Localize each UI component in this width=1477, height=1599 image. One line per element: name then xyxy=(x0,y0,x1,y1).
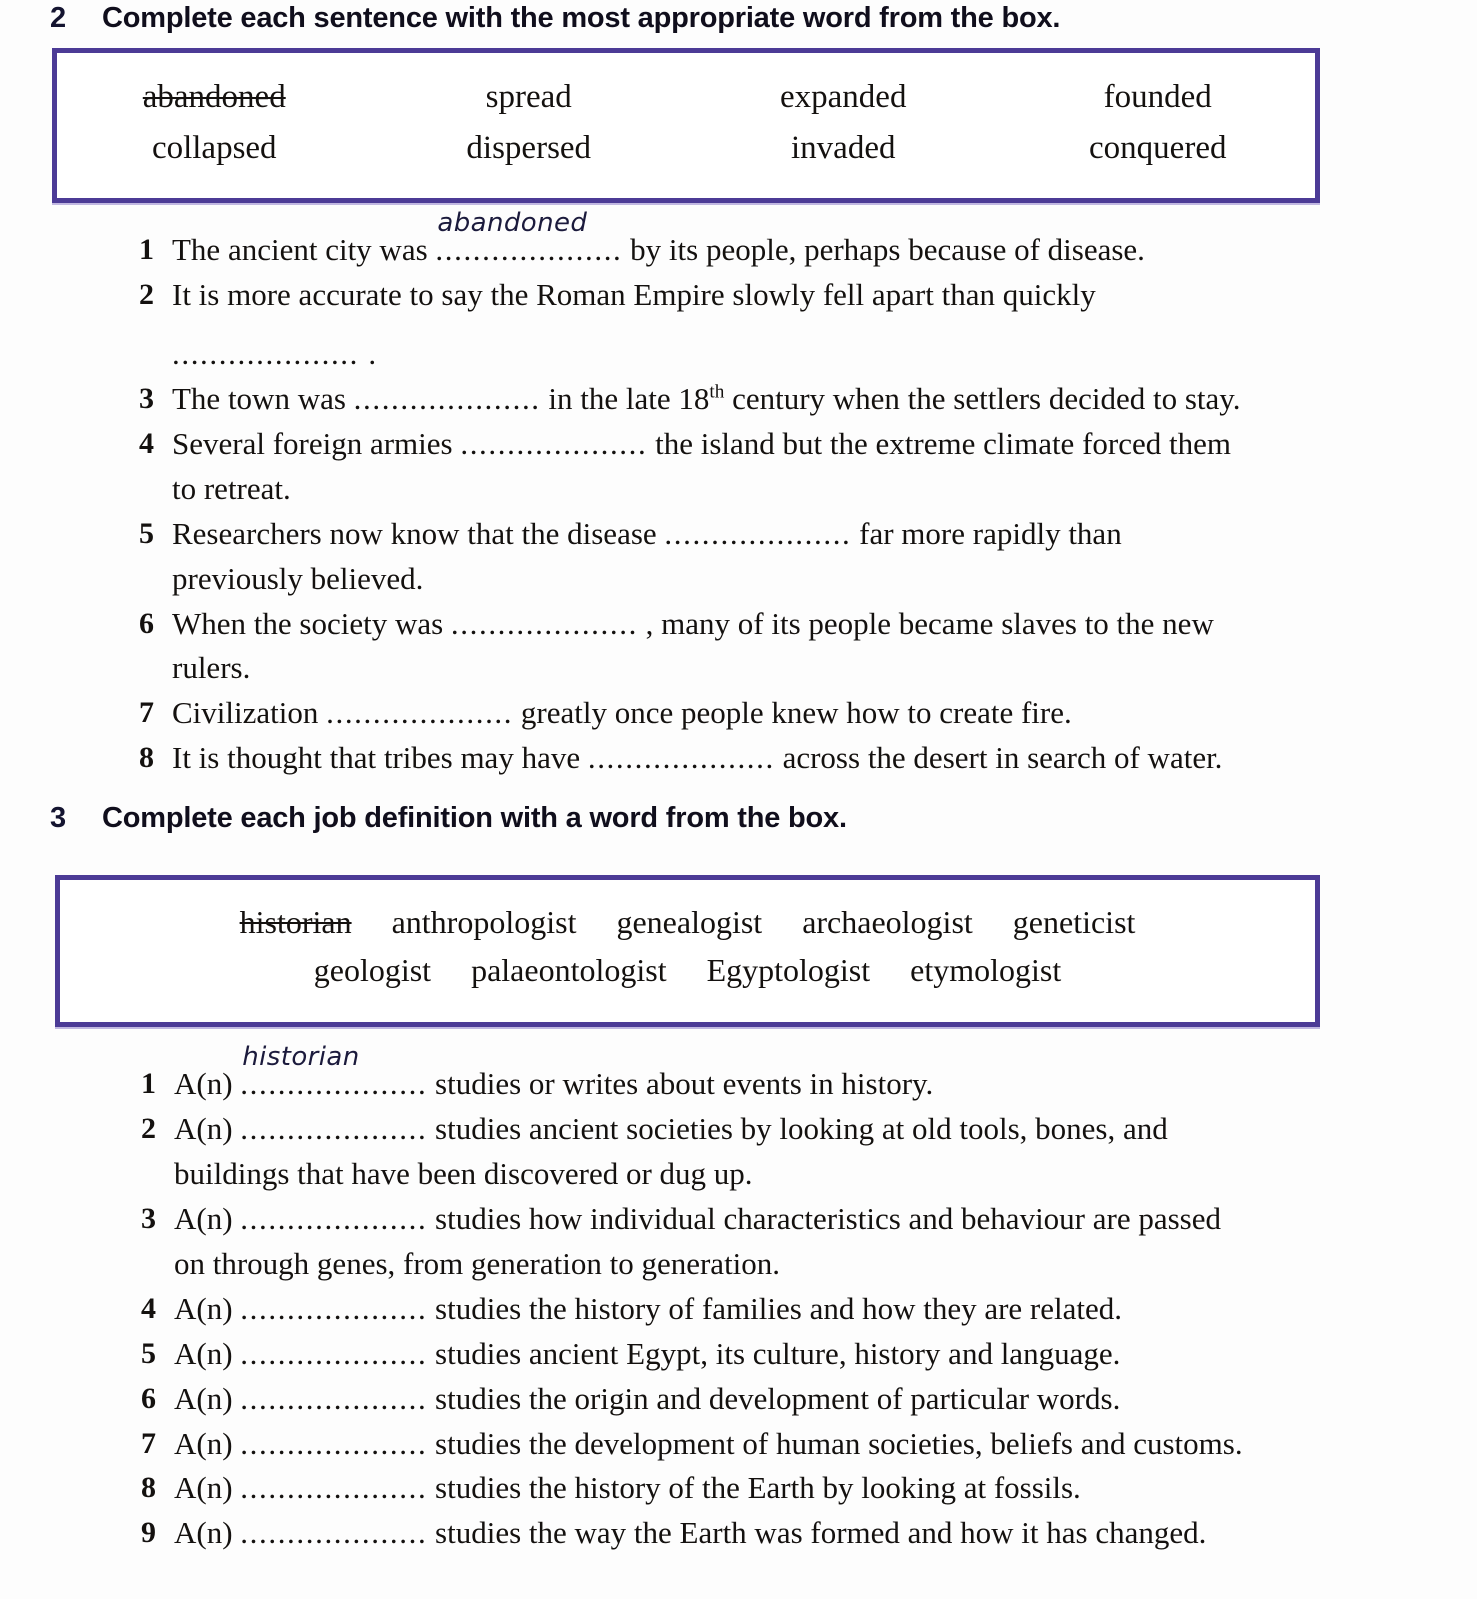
answer-blank[interactable]: .................... xyxy=(240,1425,428,1461)
question-text xyxy=(174,1511,1408,1556)
question-text xyxy=(172,736,1408,781)
question-text xyxy=(174,1466,1408,1511)
exercise-3-number: 3 xyxy=(50,802,66,834)
question-prefix: A(n) xyxy=(174,1335,233,1371)
question-text xyxy=(174,1377,1408,1422)
word-bank-item[interactable]: etymologist xyxy=(910,952,1062,988)
word-bank-item[interactable]: historian xyxy=(239,904,352,940)
answer-blank[interactable]: .................... xyxy=(240,1110,428,1146)
question-item xyxy=(108,377,1408,422)
word-bank-item[interactable]: palaeontologist xyxy=(471,952,667,988)
question-suffix: studies the history of the Earth by looking at fossils. xyxy=(435,1470,1081,1506)
question-continuation: previously believed. xyxy=(172,560,424,596)
word-bank-item[interactable]: expanded xyxy=(780,79,907,115)
answer-blank[interactable]: .................... xyxy=(450,605,638,641)
question-number: 6 xyxy=(139,606,154,640)
exercise-2-title: Complete each sentence with the most appropriate word from the box. xyxy=(102,2,1061,34)
question-text xyxy=(174,1287,1408,1332)
word-bank-item[interactable]: archaeologist xyxy=(802,904,973,940)
question-item xyxy=(108,1107,1408,1197)
word-bank-item[interactable]: Egyptologist xyxy=(706,952,871,988)
question-prefix: A(n) xyxy=(174,1066,233,1101)
question-prefix: A(n) xyxy=(174,1515,233,1551)
question-number: 1 xyxy=(139,233,154,266)
question-number: 5 xyxy=(141,1336,156,1370)
exercise-2-heading xyxy=(0,2,1420,35)
answer-blank[interactable]: .................... xyxy=(240,1290,428,1326)
ordinal-suffix: th xyxy=(709,381,725,403)
question-prefix: A(n) xyxy=(174,1425,233,1461)
question-suffix: by its people, perhaps because of disease. xyxy=(630,232,1145,267)
word-bank-item[interactable]: spread xyxy=(485,79,572,115)
answer-blank[interactable]: .................... xyxy=(240,1200,428,1236)
question-prefix: A(n) xyxy=(174,1290,233,1326)
question-text xyxy=(172,691,1408,736)
question-prefix: Civilization xyxy=(172,695,319,731)
question-item xyxy=(108,1466,1408,1511)
question-item xyxy=(108,736,1408,781)
word-bank-item[interactable]: genealogist xyxy=(616,904,763,940)
question-text xyxy=(172,273,1408,377)
question-item xyxy=(108,1332,1408,1377)
question-prefix: It is thought that tribes may have xyxy=(172,740,581,776)
question-item xyxy=(108,1197,1408,1287)
question-item xyxy=(108,602,1408,692)
question-suffix: studies the way the Earth was formed and how it has changed. xyxy=(435,1515,1207,1551)
question-item xyxy=(108,512,1408,602)
answer-blank[interactable]: .................... xyxy=(326,695,514,731)
question-text xyxy=(172,512,1408,602)
question-prefix: The town was xyxy=(172,380,346,416)
question-prefix: A(n) xyxy=(174,1110,233,1146)
question-item xyxy=(108,1511,1408,1556)
word-bank-row xyxy=(57,132,1315,165)
question-prefix: Researchers now know that the disease xyxy=(172,515,657,551)
question-suffix: studies or writes about events in history. xyxy=(435,1066,934,1101)
question-item xyxy=(108,1422,1408,1467)
exercise-2-number: 2 xyxy=(50,2,66,34)
question-prefix: A(n) xyxy=(174,1380,233,1416)
answer-blank[interactable]: .................... xyxy=(240,1335,428,1371)
question-number: 8 xyxy=(139,741,154,775)
word-bank-row xyxy=(57,81,1315,114)
exercise-2-question-list xyxy=(108,208,1408,781)
question-number: 2 xyxy=(139,277,154,311)
question-text xyxy=(172,602,1408,692)
exercise-3-title: Complete each job definition with a word from the box. xyxy=(102,802,847,834)
blank-dots: .................... xyxy=(435,232,623,267)
question-continuation: buildings that have been discovered or dug up. xyxy=(174,1155,753,1191)
question-number: 8 xyxy=(141,1471,156,1505)
question-item xyxy=(108,208,1408,273)
question-item xyxy=(108,691,1408,736)
handwritten-answer: abandoned xyxy=(437,208,588,238)
answer-blank[interactable]: .................... xyxy=(664,515,852,551)
question-text xyxy=(172,208,1408,273)
question-item xyxy=(108,1287,1408,1332)
word-bank-box-verbs xyxy=(52,48,1320,203)
question-number: 5 xyxy=(139,516,154,550)
question-text xyxy=(174,1197,1408,1287)
answer-blank[interactable]: .................... xyxy=(240,1515,428,1551)
word-bank-item[interactable]: dispersed xyxy=(466,130,592,166)
question-number: 4 xyxy=(139,426,154,460)
answer-blank[interactable]: .................... xyxy=(460,425,648,461)
question-suffix: studies the origin and development of particular words. xyxy=(435,1380,1121,1416)
answer-blank[interactable]: .................... xyxy=(240,1470,428,1506)
question-text xyxy=(174,1422,1408,1467)
question-continuation: on through genes, from generation to generation. xyxy=(174,1245,781,1281)
question-text xyxy=(174,1042,1408,1107)
exercise-3-question-list xyxy=(108,1042,1408,1556)
question-suffix: studies the development of human societies, beliefs and customs. xyxy=(435,1425,1243,1461)
answer-blank[interactable]: .................... xyxy=(353,380,541,416)
question-text xyxy=(174,1332,1408,1377)
word-bank-item[interactable]: abandoned xyxy=(142,79,286,115)
question-suffix: greatly once people knew how to create fire. xyxy=(520,695,1072,731)
question-number: 3 xyxy=(139,381,154,415)
question-suffix: studies ancient Egypt, its culture, history and language. xyxy=(435,1335,1121,1371)
question-item xyxy=(108,422,1408,512)
question-item xyxy=(108,1042,1408,1107)
question-prefix: The ancient city was xyxy=(172,232,428,267)
word-bank-item[interactable]: collapsed xyxy=(151,130,277,166)
question-prefix: When the society was xyxy=(172,605,444,641)
word-bank-item[interactable]: founded xyxy=(1103,79,1212,115)
word-bank-item[interactable]: anthropologist xyxy=(391,904,577,940)
question-suffix: far more rapidly than xyxy=(859,515,1122,551)
question-suffix: studies how individual characteristics and behaviour are passed xyxy=(435,1200,1221,1236)
question-suffix: studies the history of families and how they are related. xyxy=(435,1290,1123,1326)
answer-blank[interactable]: .................... xyxy=(587,740,775,776)
question-item xyxy=(108,273,1408,377)
word-bank-row xyxy=(60,954,1315,986)
question-number: 9 xyxy=(141,1516,156,1550)
question-text xyxy=(174,1107,1408,1197)
question-number: 2 xyxy=(141,1111,156,1145)
word-bank-item[interactable]: invaded xyxy=(791,130,896,166)
question-continuation: rulers. xyxy=(172,650,251,686)
question-continuation: to retreat. xyxy=(172,470,291,506)
word-bank-item[interactable]: conquered xyxy=(1089,130,1227,166)
question-mid: in the late 18 xyxy=(548,380,710,416)
question-number: 7 xyxy=(141,1426,156,1460)
question-number: 7 xyxy=(139,696,154,730)
word-bank-item[interactable]: geologist xyxy=(313,952,432,988)
question-suffix: century when the settlers decided to stay. xyxy=(732,380,1241,416)
question-text xyxy=(172,377,1408,422)
question-suffix: the island but the extreme climate forced them xyxy=(655,425,1231,461)
handwritten-answer: historian xyxy=(242,1042,360,1072)
question-suffix: studies ancient societies by looking at old tools, bones, and xyxy=(435,1110,1168,1146)
question-prefix: A(n) xyxy=(174,1200,233,1236)
question-number: 1 xyxy=(141,1067,156,1100)
question-prefix: A(n) xyxy=(174,1470,233,1506)
question-number: 4 xyxy=(141,1291,156,1325)
question-number: 3 xyxy=(141,1201,156,1235)
word-bank-box-jobs xyxy=(55,875,1320,1027)
question-prefix: It is more accurate to say the Roman Empire slowly fell apart than quickly xyxy=(172,276,1096,312)
question-number: 6 xyxy=(141,1381,156,1415)
answer-blank[interactable] xyxy=(435,208,623,273)
exercise-3-heading xyxy=(0,802,1420,835)
answer-blank[interactable]: .................... . xyxy=(172,335,378,371)
question-suffix: , many of its people became slaves to the new xyxy=(645,605,1214,641)
answer-blank[interactable] xyxy=(240,1042,428,1107)
word-bank-item[interactable]: geneticist xyxy=(1012,904,1136,940)
question-suffix: across the desert in search of water. xyxy=(782,740,1223,776)
answer-blank[interactable]: .................... xyxy=(240,1380,428,1416)
question-item xyxy=(108,1377,1408,1422)
question-prefix: Several foreign armies xyxy=(172,425,453,461)
blank-dots: .................... xyxy=(240,1066,428,1101)
word-bank-row xyxy=(60,906,1315,938)
question-text xyxy=(172,422,1408,512)
